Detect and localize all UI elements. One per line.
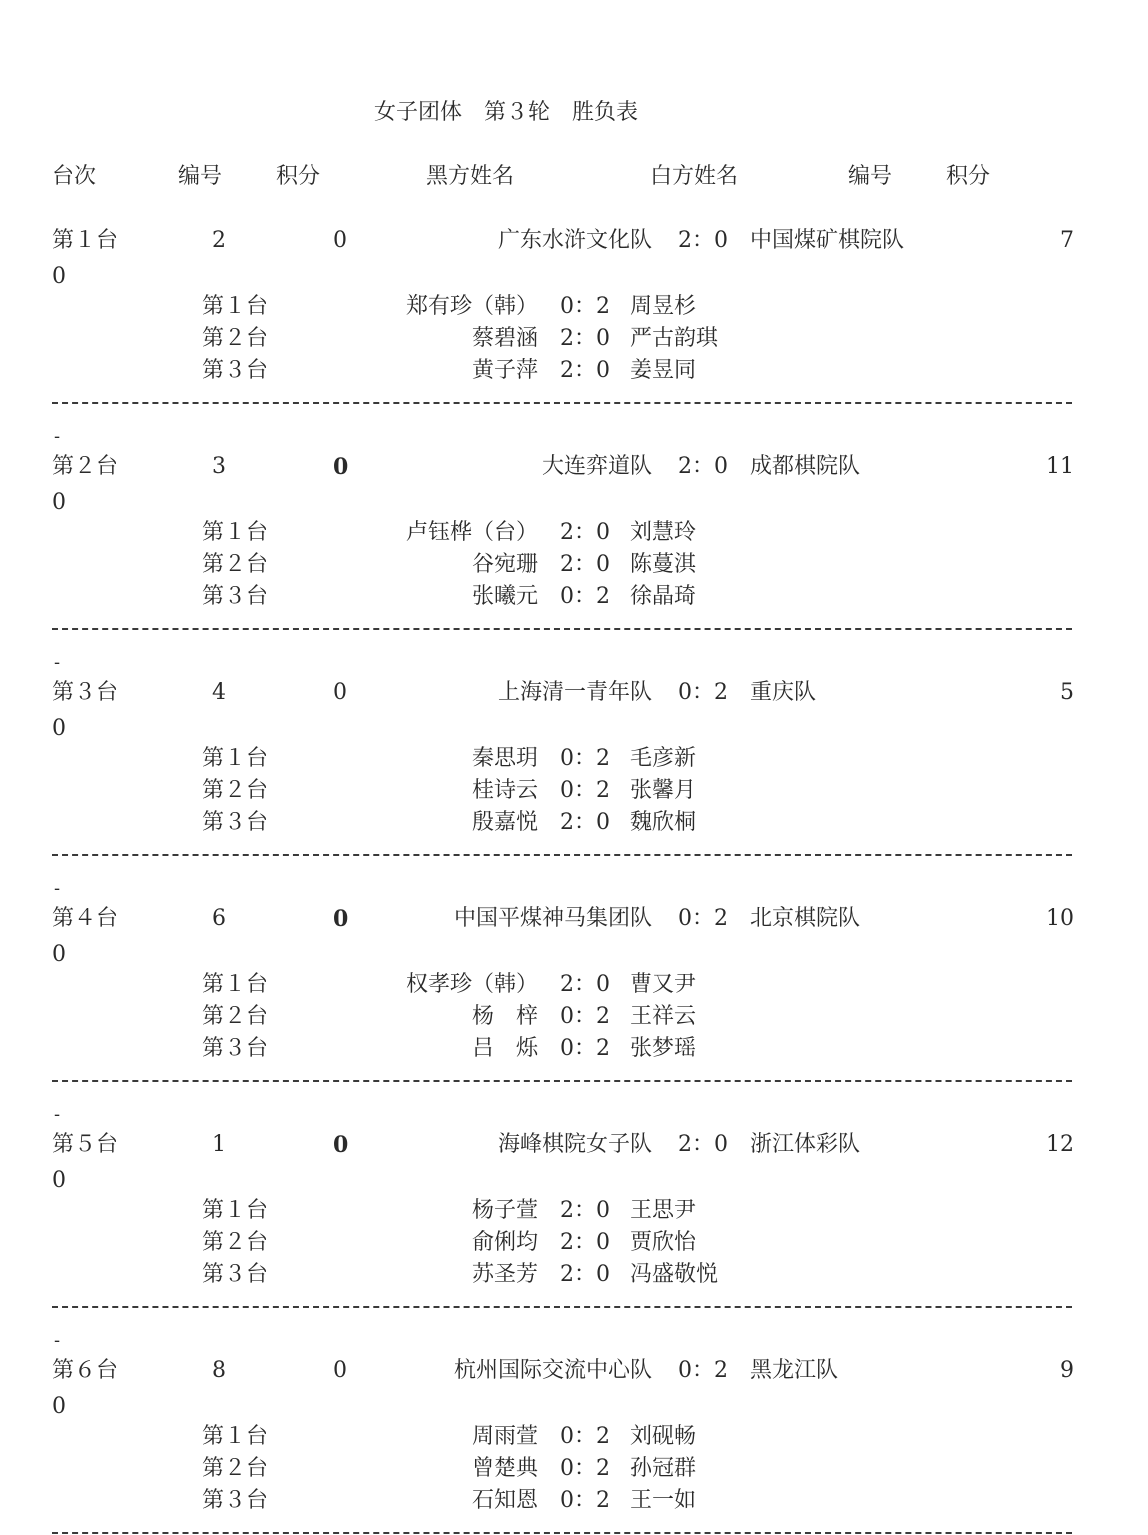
match-table: 第１台 bbox=[52, 228, 119, 253]
match-num2: 5 bbox=[1060, 680, 1074, 705]
match-score2: 0 bbox=[52, 264, 66, 289]
match-score1: 0 bbox=[333, 1132, 349, 1158]
separator-line bbox=[52, 402, 1072, 404]
match-result: 2：0 bbox=[678, 1132, 728, 1157]
board-black: 郑有珍（韩） bbox=[405, 294, 538, 319]
match-score2: 0 bbox=[52, 716, 66, 741]
match-team-black: 上海清一青年队 bbox=[497, 680, 652, 705]
match-score1: 0 bbox=[333, 1358, 347, 1383]
board-black: 秦思玥 bbox=[471, 746, 538, 771]
board-black: 谷宛珊 bbox=[471, 552, 538, 577]
board-white: 毛彦新 bbox=[630, 746, 697, 771]
match-team-white: 北京棋院队 bbox=[750, 906, 861, 931]
separator-wrap-dash: - bbox=[54, 1104, 61, 1125]
board-label: 第３台 bbox=[202, 1036, 269, 1061]
board-label: 第２台 bbox=[202, 326, 269, 351]
board-black: 桂诗云 bbox=[471, 778, 538, 803]
match-num1: 3 bbox=[212, 454, 226, 479]
board-label: 第３台 bbox=[202, 584, 269, 609]
board-black: 曾楚典 bbox=[471, 1456, 538, 1481]
match-table: 第３台 bbox=[52, 680, 119, 705]
board-black: 蔡碧涵 bbox=[471, 326, 538, 351]
board-black: 石知恩 bbox=[471, 1488, 538, 1513]
board-label: 第２台 bbox=[202, 1456, 269, 1481]
board-white: 王祥云 bbox=[630, 1004, 697, 1029]
board-black: 卢钰桦（台） bbox=[405, 520, 538, 545]
match-team-black: 大连弈道队 bbox=[541, 454, 652, 479]
board-black: 吕 烁 bbox=[471, 1036, 538, 1061]
separator-line bbox=[52, 1532, 1072, 1534]
board-label: 第１台 bbox=[202, 294, 269, 319]
board-result: 0：2 bbox=[560, 294, 610, 319]
separator-line bbox=[52, 628, 1072, 630]
board-result: 0：2 bbox=[560, 584, 610, 609]
match-score1: 0 bbox=[333, 228, 347, 253]
match-team-white: 中国煤矿棋院队 bbox=[750, 228, 905, 253]
separator-wrap-dash: - bbox=[54, 426, 61, 447]
header-score1: 积分 bbox=[276, 164, 321, 189]
match-result: 2：0 bbox=[678, 454, 728, 479]
board-white: 刘砚畅 bbox=[630, 1424, 697, 1449]
match-num1: 6 bbox=[212, 906, 226, 931]
board-white: 严古韵琪 bbox=[630, 326, 719, 351]
header-score2: 积分 bbox=[946, 164, 991, 189]
board-white: 姜昱同 bbox=[630, 358, 697, 383]
board-white: 张梦瑶 bbox=[630, 1036, 697, 1061]
board-label: 第１台 bbox=[202, 520, 269, 545]
match-team-white: 浙江体彩队 bbox=[750, 1132, 861, 1157]
board-black: 杨 梓 bbox=[471, 1004, 538, 1029]
board-label: 第２台 bbox=[202, 778, 269, 803]
separator-line bbox=[52, 1306, 1072, 1308]
board-black: 殷嘉悦 bbox=[471, 810, 538, 835]
board-black: 周雨萱 bbox=[471, 1424, 538, 1449]
board-label: 第３台 bbox=[202, 810, 269, 835]
board-result: 2：0 bbox=[560, 358, 610, 383]
board-result: 0：2 bbox=[560, 746, 610, 771]
board-result: 0：2 bbox=[560, 1488, 610, 1513]
match-num2: 12 bbox=[1046, 1132, 1074, 1157]
board-white: 周昱杉 bbox=[630, 294, 697, 319]
board-label: 第３台 bbox=[202, 1488, 269, 1513]
board-result: 2：0 bbox=[560, 972, 610, 997]
board-result: 0：2 bbox=[560, 1424, 610, 1449]
board-black: 权孝珍（韩） bbox=[405, 972, 538, 997]
board-label: 第２台 bbox=[202, 1230, 269, 1255]
board-white: 孙冠群 bbox=[630, 1456, 697, 1481]
match-table: 第４台 bbox=[52, 906, 119, 931]
match-num1: 2 bbox=[212, 228, 226, 253]
match-team-white: 黑龙江队 bbox=[750, 1358, 839, 1383]
match-team-white: 成都棋院队 bbox=[750, 454, 861, 479]
separator-line bbox=[52, 854, 1072, 856]
board-label: 第３台 bbox=[202, 358, 269, 383]
match-result: 0：2 bbox=[678, 680, 728, 705]
board-black: 苏圣芳 bbox=[471, 1262, 538, 1287]
board-white: 魏欣桐 bbox=[630, 810, 697, 835]
board-white: 冯盛敬悦 bbox=[630, 1262, 719, 1287]
board-white: 王思尹 bbox=[630, 1198, 697, 1223]
match-team-black: 广东水浒文化队 bbox=[497, 228, 652, 253]
board-white: 曹又尹 bbox=[630, 972, 697, 997]
board-white: 张馨月 bbox=[630, 778, 697, 803]
match-score2: 0 bbox=[52, 490, 66, 515]
separator-wrap-dash: - bbox=[54, 652, 61, 673]
match-score1: 0 bbox=[333, 906, 349, 932]
match-team-black: 杭州国际交流中心队 bbox=[453, 1358, 652, 1383]
board-white: 贾欣怡 bbox=[630, 1230, 697, 1255]
header-num1: 编号 bbox=[178, 164, 223, 189]
board-label: 第１台 bbox=[202, 972, 269, 997]
match-num2: 11 bbox=[1046, 454, 1074, 479]
header-white: 白方姓名 bbox=[650, 164, 739, 189]
match-table: 第６台 bbox=[52, 1358, 119, 1383]
board-result: 2：0 bbox=[560, 1198, 610, 1223]
board-result: 0：2 bbox=[560, 778, 610, 803]
board-result: 2：0 bbox=[560, 326, 610, 351]
board-black: 杨子萱 bbox=[471, 1198, 538, 1223]
board-label: 第２台 bbox=[202, 1004, 269, 1029]
match-score2: 0 bbox=[52, 1168, 66, 1193]
match-score2: 0 bbox=[52, 942, 66, 967]
separator-line bbox=[52, 1080, 1072, 1082]
board-black: 张曦元 bbox=[471, 584, 538, 609]
match-num1: 1 bbox=[212, 1132, 226, 1157]
match-team-black: 海峰棋院女子队 bbox=[497, 1132, 652, 1157]
separator-wrap-dash: - bbox=[54, 1330, 61, 1351]
board-result: 2：0 bbox=[560, 1262, 610, 1287]
board-black: 俞俐均 bbox=[471, 1230, 538, 1255]
match-num1: 4 bbox=[212, 680, 226, 705]
board-label: 第３台 bbox=[202, 1262, 269, 1287]
match-score2: 0 bbox=[52, 1394, 66, 1419]
board-white: 徐晶琦 bbox=[630, 584, 697, 609]
board-result: 0：2 bbox=[560, 1004, 610, 1029]
board-black: 黄子萍 bbox=[471, 358, 538, 383]
match-score1: 0 bbox=[333, 454, 349, 480]
board-result: 0：2 bbox=[560, 1456, 610, 1481]
match-result: 0：2 bbox=[678, 1358, 728, 1383]
match-num2: 7 bbox=[1060, 228, 1074, 253]
board-result: 2：0 bbox=[560, 552, 610, 577]
board-white: 刘慧玲 bbox=[630, 520, 697, 545]
match-score1: 0 bbox=[333, 680, 347, 705]
board-result: 2：0 bbox=[560, 1230, 610, 1255]
board-white: 陈蔓淇 bbox=[630, 552, 697, 577]
match-team-white: 重庆队 bbox=[750, 680, 817, 705]
match-table: 第５台 bbox=[52, 1132, 119, 1157]
header-table: 台次 bbox=[52, 164, 97, 189]
board-result: 0：2 bbox=[560, 1036, 610, 1061]
board-white: 王一如 bbox=[630, 1488, 697, 1513]
board-label: 第１台 bbox=[202, 1424, 269, 1449]
match-result: 0：2 bbox=[678, 906, 728, 931]
match-num1: 8 bbox=[212, 1358, 226, 1383]
page-title: 女子团体 第３轮 胜负表 bbox=[374, 100, 639, 125]
separator-wrap-dash: - bbox=[54, 878, 61, 899]
match-team-black: 中国平煤神马集团队 bbox=[453, 906, 652, 931]
board-label: 第２台 bbox=[202, 552, 269, 577]
match-result: 2：0 bbox=[678, 228, 728, 253]
match-num2: 9 bbox=[1060, 1358, 1074, 1383]
match-num2: 10 bbox=[1046, 906, 1074, 931]
board-result: 2：0 bbox=[560, 810, 610, 835]
header-num2: 编号 bbox=[848, 164, 893, 189]
board-label: 第１台 bbox=[202, 746, 269, 771]
board-result: 2：0 bbox=[560, 520, 610, 545]
match-table: 第２台 bbox=[52, 454, 119, 479]
board-label: 第１台 bbox=[202, 1198, 269, 1223]
header-black: 黑方姓名 bbox=[426, 164, 515, 189]
